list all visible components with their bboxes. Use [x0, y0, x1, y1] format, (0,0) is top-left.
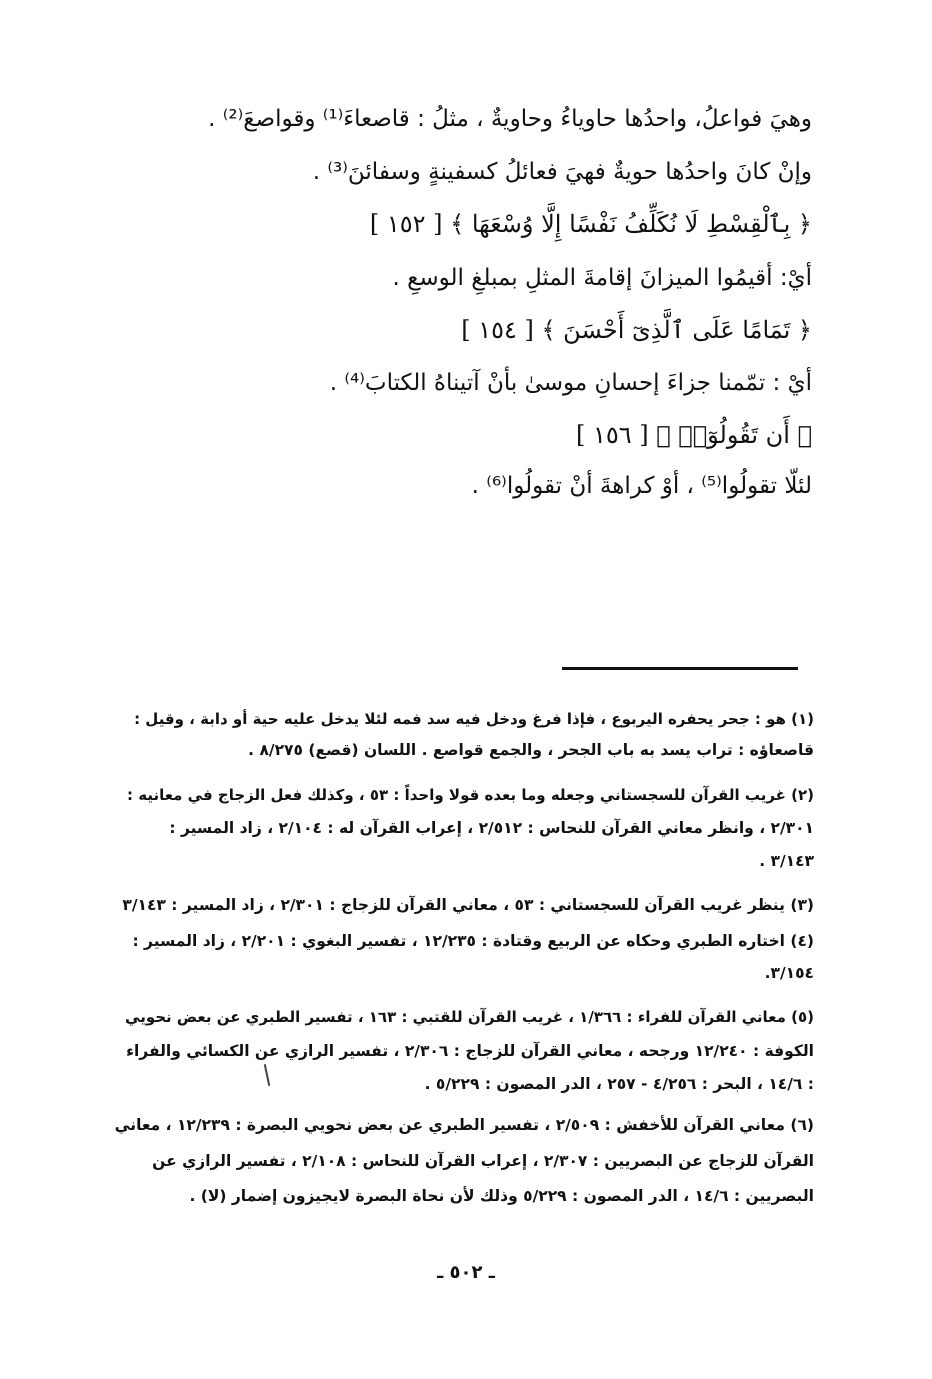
footnote-5-line-3: : ١٤/٦ ، البحر : ٤/٢٥٦ - ٢٥٧ ، الدر المصون : ٥/٢٢٩ .: [424, 1075, 814, 1093]
body-line-1: وهيَ فواعلُ، واحدُها حاوياءُ وحاويةٌ ، مثلُ : قاصعاءَ⁽¹⁾ وقواصعَ⁽²⁾ .: [208, 106, 812, 132]
body-line-2: وإنْ كانَ واحدُها حويةٌ فهيَ فعائلُ كسفينةٍ وسفائنَ⁽³⁾ .: [312, 159, 812, 185]
footnote-5-line-1: (٥) معاني القرآن للفراء : ١/٣٦٦ ، غريب القرآن للقتبي : ١٦٣ ، تفسير الطبري عن بعض نحويي: [125, 1008, 814, 1026]
footnote-2-line-2: ٢/٣٠١ ، وانظر معاني القرآن للنحاس : ٢/٥١٢ ، إعراب القرآن له : ٢/١٠٤ ، زاد المسير :: [169, 819, 814, 837]
quran-verse-154: ﴿ تَمَامًا عَلَى ٱلَّذِىٓ أَحْسَنَ ﴾ [ ١٥٤ ]: [461, 316, 812, 344]
footnote-4-line-1: (٤) اختاره الطبري وحكاه عن الربيع وقتادة : ١٢/٢٣٥ ، تفسير البغوي : ٢/٢٠١ ، زاد المسير :: [132, 932, 814, 950]
body-line-3: أيْ: أقيمُوا الميزانَ إقامةَ المثلِ بمبلغِ الوسعِ .: [392, 265, 812, 291]
footnote-1-line-2: قاصعاؤه : تراب يسد به باب الجحر ، والجمع قواصع . اللسان (قصع) ٨/٢٧٥ .: [248, 741, 814, 759]
body-line-4: أيْ : تمّمنا جزاءَ إحسانِ موسىٰ بأنْ آتيناهُ الكتابَ⁽⁴⁾ .: [329, 370, 812, 396]
stray-pen-mark: [264, 1064, 271, 1086]
footnote-1-line-1: (١) هو : جحر يحفره اليربوع ، فإذا فرغ ودخل فيه سد فمه لئلا يدخل عليه حية أو دابة ، وقيل :: [134, 710, 814, 728]
footnote-3-line-1: (٣) ينظر غريب القرآن للسجستاني : ٥٣ ، معاني القرآن للزجاج : ٢/٣٠١ ، زاد المسير : ٣/١٤٣: [122, 896, 814, 914]
footnote-6-line-2: القرآن للزجاج عن البصريين : ٢/٣٠٧ ، إعراب القرآن للنحاس : ٢/١٠٨ ، تفسير الرازي عن: [152, 1152, 814, 1170]
page-number: ـ ٥٠٢ ـ: [437, 1262, 495, 1283]
footnote-2-line-3: ٣/١٤٣ .: [759, 852, 814, 870]
footnote-4-line-2: ٣/١٥٤.: [764, 964, 814, 982]
footnote-6-line-1: (٦) معاني القرآن للأخفش : ٢/٥٠٩ ، تفسير الطبري عن بعض نحويي البصرة : ١٢/٢٣٩ ، معاني: [114, 1116, 814, 1134]
body-line-5: لئلّا تقولُوا⁽⁵⁾ ، أوْ كراهةَ أنْ تقولُوا⁽⁶⁾ .: [471, 473, 812, 499]
footnote-divider: [562, 667, 798, 670]
footnote-5-line-2: الكوفة : ١٢/٢٤٠ ورجحه ، معاني القرآن للزجاج : ٢/٣٠٦ ، تفسير الرازي عن الكسائي والفراء: [126, 1042, 814, 1060]
quran-verse-152: ﴿ بِٱلْقِسْطِ لَا نُكَلِّفُ نَفْسًا إِلَّا وُسْعَهَا ﴾ [ ١٥٢ ]: [369, 210, 812, 238]
footnote-6-line-3: البصريين : ١٤/٦ ، الدر المصون : ٥/٢٢٩ وذلك لأن نحاة البصرة لايجيزون إضمار (لا) .: [189, 1187, 814, 1205]
quran-verse-156: ﴿ أَن تَقُولُوٓا۟ ﴾ [ ١٥٦ ]: [575, 421, 812, 449]
footnote-2-line-1: (٢) غريب القرآن للسجستاني وجعله وما بعده قولا واحداً : ٥٣ ، وكذلك فعل الزجاج في معانيه :: [127, 786, 814, 804]
